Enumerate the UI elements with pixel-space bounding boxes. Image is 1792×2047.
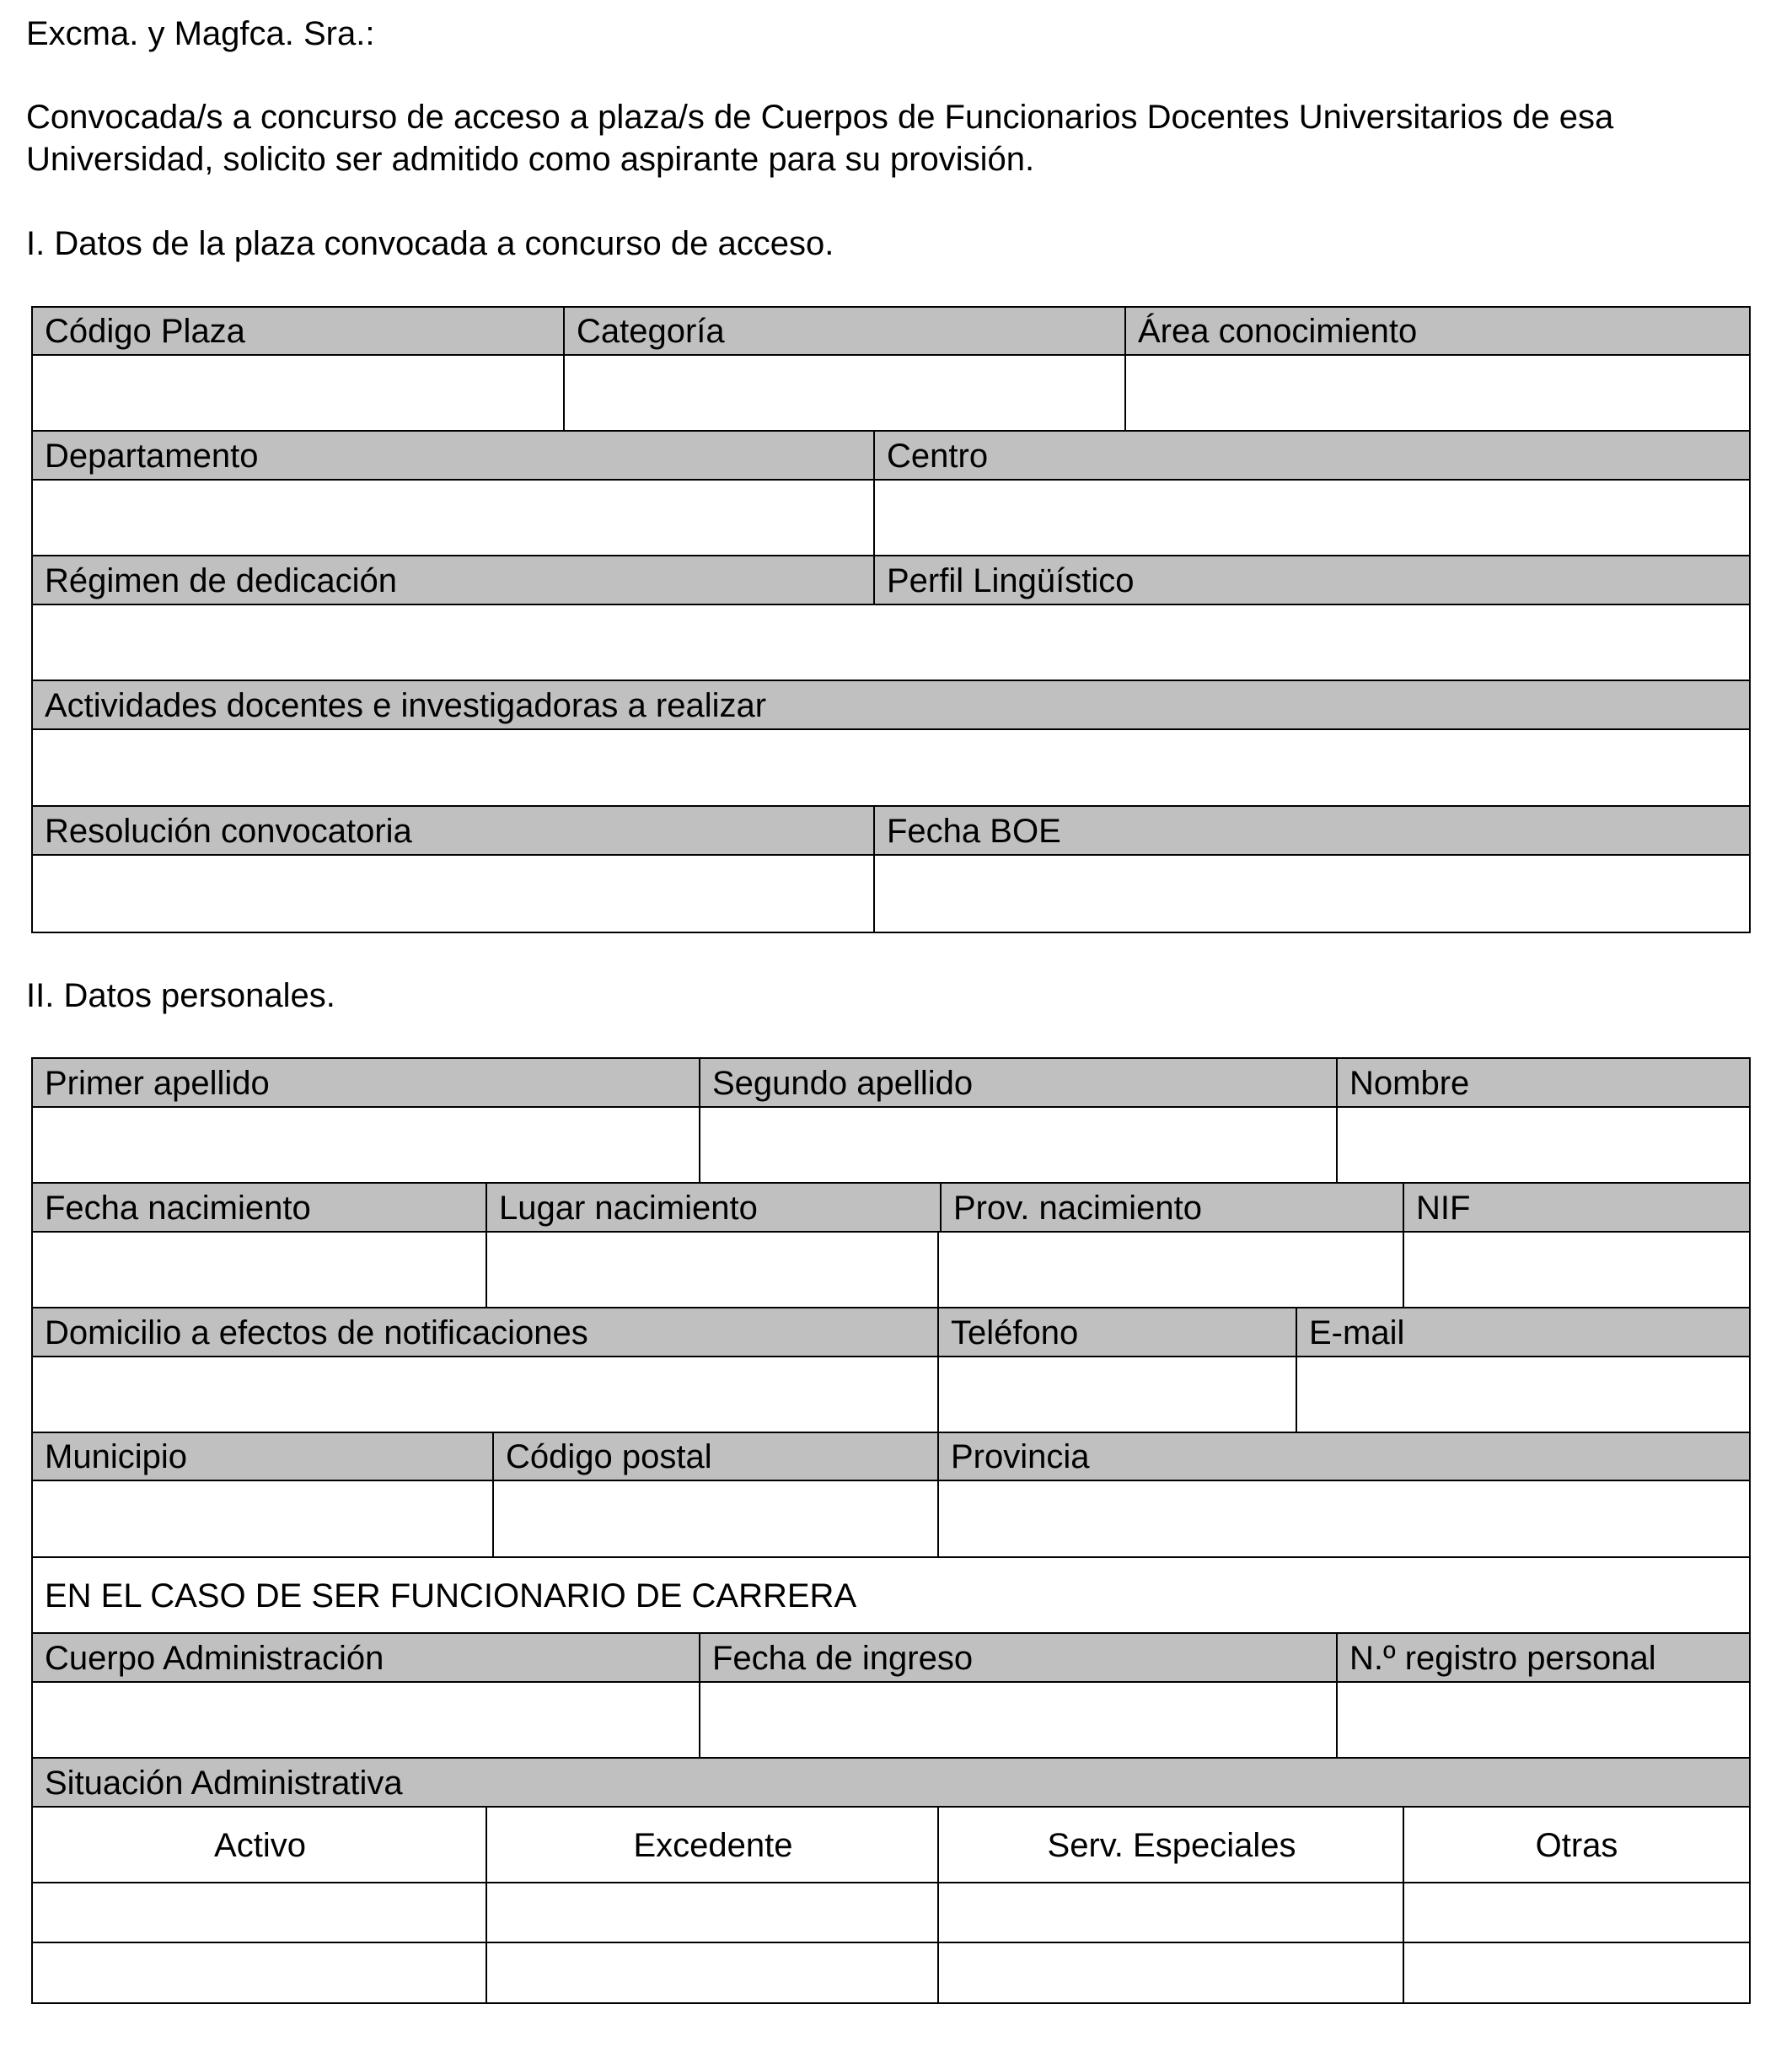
- intro-line-1: Convocada/s a concurso de acceso a plaza/s de Cuerpos de Funcionarios Docentes Universitarios de esa: [26, 99, 1614, 136]
- input-primer-apellido[interactable]: [31, 1106, 700, 1184]
- input-excedente-1[interactable]: [486, 1882, 939, 1943]
- input-regimen-perfil[interactable]: [31, 604, 1751, 681]
- header-regimen: [31, 555, 875, 605]
- header-nombre: [1336, 1057, 1751, 1108]
- label-actividades: Actividades docentes e investigadoras a realizar: [45, 686, 767, 724]
- input-categoria[interactable]: [563, 354, 1126, 432]
- label-departamento: Departamento: [45, 437, 259, 475]
- section-1-title: I. Datos de la plaza convocada a concurso de acceso.: [26, 225, 834, 262]
- section-2-title: II. Datos personales.: [26, 977, 335, 1014]
- label-codigo-postal: Código postal: [506, 1438, 712, 1475]
- label-codigo-plaza: Código Plaza: [45, 313, 245, 350]
- label-lugar-nacimiento: Lugar nacimiento: [499, 1189, 758, 1227]
- input-fecha-nacimiento[interactable]: [31, 1231, 487, 1308]
- header-provincia: [937, 1432, 1751, 1481]
- label-registro: N.º registro personal: [1349, 1639, 1656, 1677]
- label-categoria: Categoría: [577, 313, 725, 350]
- input-telefono[interactable]: [937, 1356, 1297, 1433]
- input-registro[interactable]: [1336, 1681, 1751, 1759]
- label-excedente: Excedente: [633, 1826, 793, 1864]
- header-centro: [873, 430, 1751, 481]
- label-regimen: Régimen de dedicación: [45, 561, 398, 599]
- label-activo: Activo: [214, 1826, 306, 1864]
- label-otras: Otras: [1535, 1826, 1618, 1864]
- input-otras-1[interactable]: [1403, 1882, 1751, 1943]
- label-nif: NIF: [1416, 1189, 1471, 1227]
- input-lugar-nacimiento[interactable]: [486, 1231, 939, 1308]
- label-fecha-nacimiento: Fecha nacimiento: [45, 1189, 311, 1227]
- label-telefono: Teléfono: [951, 1314, 1079, 1351]
- input-excedente-2[interactable]: [486, 1942, 939, 2004]
- input-nombre[interactable]: [1336, 1106, 1751, 1184]
- input-activo-1[interactable]: [31, 1882, 487, 1943]
- header-fecha-ingreso: [699, 1632, 1338, 1683]
- input-actividades[interactable]: [31, 728, 1751, 807]
- input-otras-2[interactable]: [1403, 1942, 1751, 2004]
- input-codigo-plaza[interactable]: [31, 354, 565, 432]
- header-fecha-boe: [873, 805, 1751, 856]
- label-resolucion: Resolución convocatoria: [45, 812, 412, 850]
- label-cuerpo: Cuerpo Administración: [45, 1639, 384, 1677]
- input-fecha-ingreso[interactable]: [699, 1681, 1338, 1759]
- input-segundo-apellido[interactable]: [699, 1106, 1338, 1184]
- label-centro: Centro: [887, 437, 989, 475]
- header-municipio: [31, 1432, 494, 1481]
- option-serv-especiales: [937, 1806, 1404, 1883]
- header-nif: [1403, 1182, 1751, 1233]
- label-domicilio: Domicilio a efectos de notificaciones: [45, 1314, 588, 1351]
- header-telefono: [937, 1307, 1297, 1357]
- header-categoria: [563, 306, 1126, 356]
- header-resolucion: [31, 805, 875, 856]
- label-area: Área conocimiento: [1138, 313, 1418, 350]
- label-fecha-ingreso: Fecha de ingreso: [712, 1639, 974, 1677]
- intro-line-2: Universidad, solicito ser admitido como aspirante para su provisión.: [26, 141, 1035, 178]
- header-departamento: [31, 430, 875, 481]
- input-area[interactable]: [1124, 354, 1751, 432]
- label-segundo-apellido: Segundo apellido: [712, 1064, 974, 1102]
- input-activo-2[interactable]: [31, 1942, 487, 2004]
- input-prov-nacimiento[interactable]: [937, 1231, 1404, 1308]
- funcionario-note: EN EL CASO DE SER FUNCIONARIO DE CARRERA: [45, 1577, 857, 1614]
- header-segundo-apellido: [699, 1057, 1338, 1108]
- option-activo: [31, 1806, 487, 1883]
- header-situacion: [31, 1757, 1751, 1808]
- input-cuerpo[interactable]: [31, 1681, 700, 1759]
- input-codigo-postal[interactable]: [492, 1480, 939, 1558]
- header-actividades: [31, 680, 1751, 730]
- label-municipio: Municipio: [45, 1438, 187, 1475]
- input-provincia[interactable]: [937, 1480, 1751, 1558]
- option-otras: [1403, 1806, 1751, 1883]
- input-serv-especiales-1[interactable]: [937, 1882, 1404, 1943]
- header-primer-apellido: [31, 1057, 700, 1108]
- header-perfil: [873, 555, 1751, 605]
- header-domicilio: [31, 1307, 939, 1357]
- label-nombre: Nombre: [1349, 1064, 1470, 1102]
- header-area: [1124, 306, 1751, 356]
- header-registro: [1336, 1632, 1751, 1683]
- label-prov-nacimiento: Prov. nacimiento: [953, 1189, 1202, 1227]
- input-centro[interactable]: [873, 479, 1751, 556]
- label-provincia: Provincia: [951, 1438, 1090, 1475]
- option-excedente: [486, 1806, 939, 1883]
- header-lugar-nacimiento: [486, 1182, 942, 1233]
- label-serv-especiales: Serv. Especiales: [1047, 1826, 1296, 1864]
- header-codigo-plaza: [31, 306, 565, 356]
- input-nif[interactable]: [1403, 1231, 1751, 1308]
- input-email[interactable]: [1296, 1356, 1751, 1433]
- label-fecha-boe: Fecha BOE: [887, 812, 1061, 850]
- input-fecha-boe[interactable]: [873, 854, 1751, 933]
- input-municipio[interactable]: [31, 1480, 494, 1558]
- label-primer-apellido: Primer apellido: [45, 1064, 270, 1102]
- label-situacion: Situación Administrativa: [45, 1764, 403, 1802]
- greeting: Excma. y Magfca. Sra.:: [26, 15, 375, 52]
- header-fecha-nacimiento: [31, 1182, 487, 1233]
- label-email: E-mail: [1309, 1314, 1405, 1351]
- input-resolucion[interactable]: [31, 854, 875, 933]
- input-domicilio[interactable]: [31, 1356, 939, 1433]
- header-email: [1296, 1307, 1751, 1357]
- funcionario-note-row: [31, 1556, 1751, 1634]
- input-serv-especiales-2[interactable]: [937, 1942, 1404, 2004]
- header-codigo-postal: [492, 1432, 939, 1481]
- input-departamento[interactable]: [31, 479, 875, 556]
- header-prov-nacimiento: [940, 1182, 1404, 1233]
- label-perfil: Perfil Lingüístico: [887, 561, 1135, 599]
- header-cuerpo: [31, 1632, 700, 1683]
